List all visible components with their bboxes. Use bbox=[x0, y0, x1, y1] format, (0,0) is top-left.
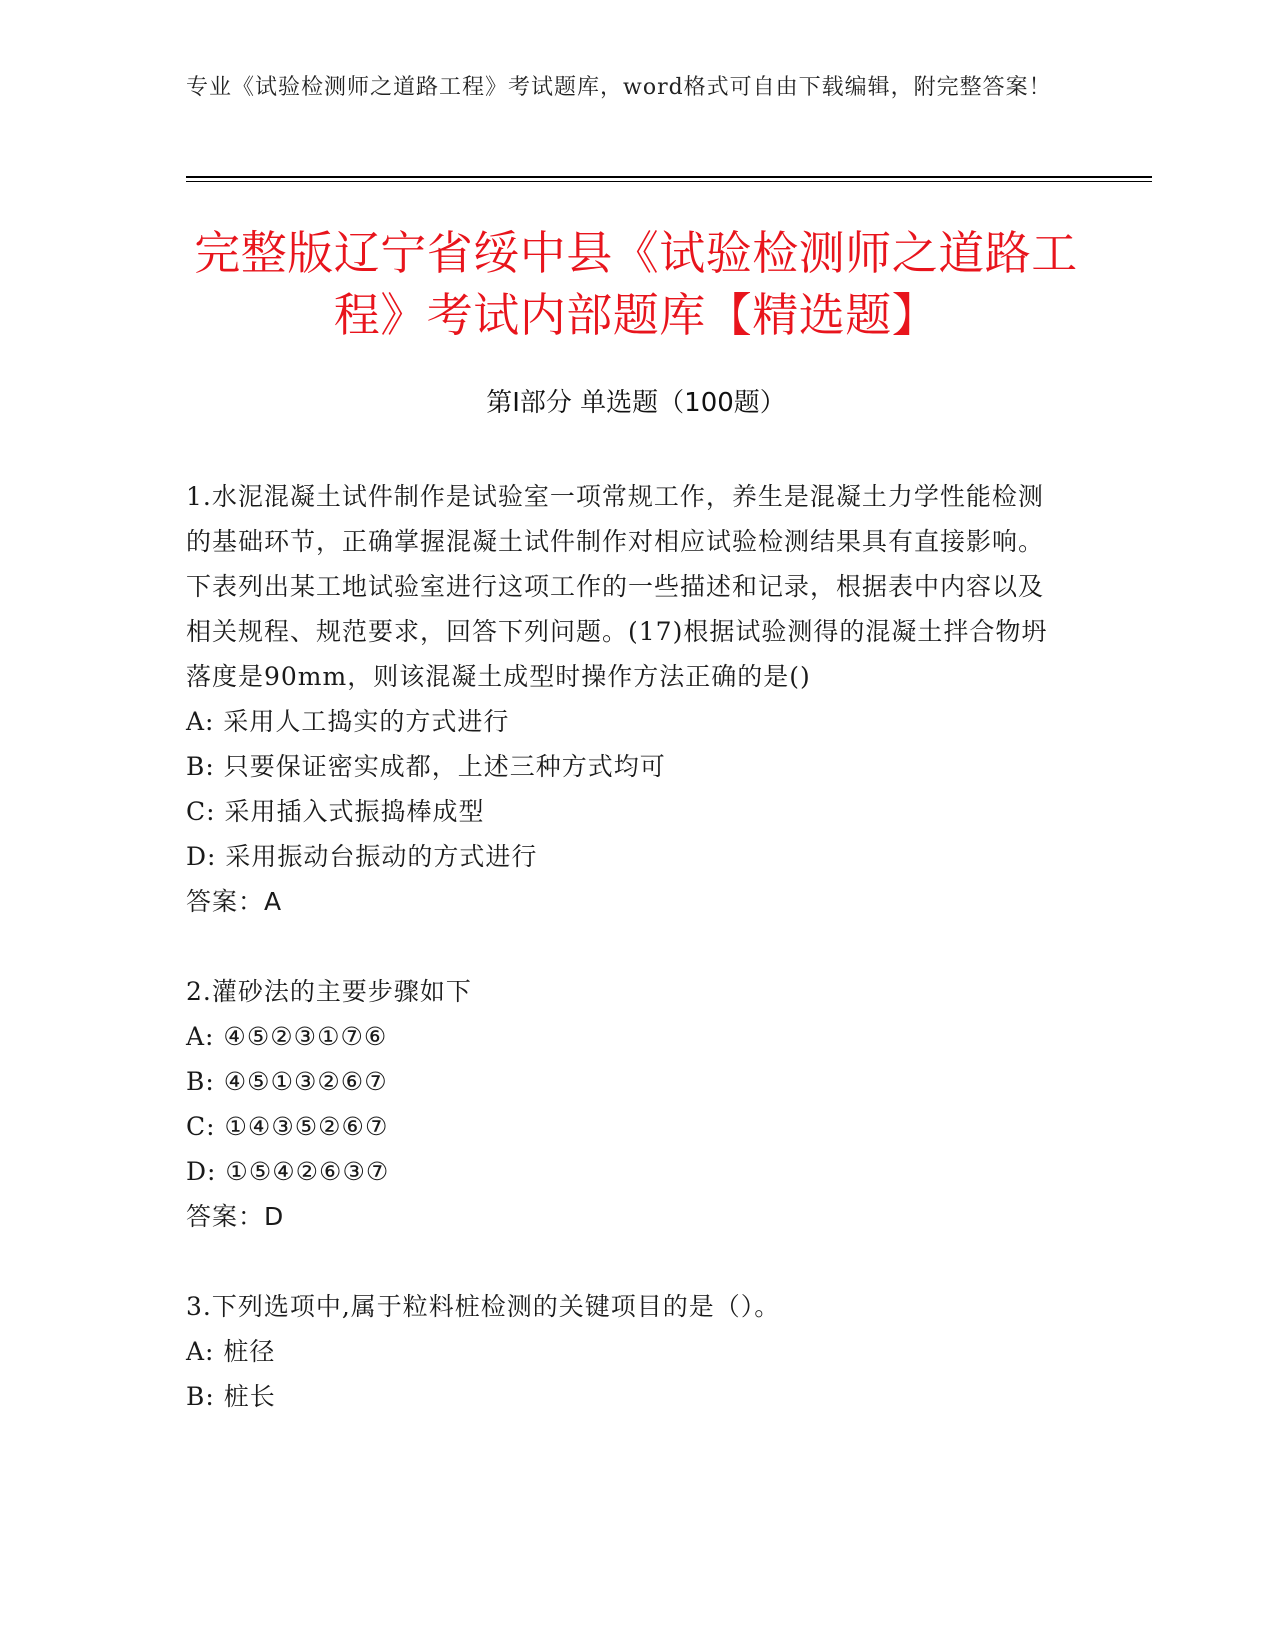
option-b: B: ④⑤①③②⑥⑦ bbox=[186, 1067, 388, 1096]
header-divider-thick bbox=[186, 176, 1152, 178]
option-b: B: 只要保证密实成都，上述三种方式均可 bbox=[186, 752, 666, 781]
answer-line: 答案：A bbox=[186, 887, 283, 916]
header-divider-thin bbox=[186, 181, 1152, 182]
header-note: 专业《试验检测师之道路工程》考试题库，word格式可自由下载编辑，附完整答案！ bbox=[186, 75, 1052, 100]
option-a: A: 采用人工捣实的方式进行 bbox=[186, 707, 510, 736]
question-text: 2.灌砂法的主要步骤如下 bbox=[186, 977, 472, 1006]
question-list bbox=[186, 474, 1056, 1464]
question-2 bbox=[186, 969, 1056, 1239]
document-title: 完整版辽宁省绥中县《试验检测师之道路工程》考试内部题库【精选题】 bbox=[194, 226, 1078, 342]
option-c: C: 采用插入式振捣棒成型 bbox=[186, 797, 485, 826]
question-text: 3.下列选项中,属于粒料桩检测的关键项目的是（）。 bbox=[186, 1292, 781, 1321]
option-c: C: ①④③⑤②⑥⑦ bbox=[186, 1112, 389, 1141]
option-a: A: 桩径 bbox=[186, 1337, 276, 1366]
option-d: D: ①⑤④②⑥③⑦ bbox=[186, 1157, 390, 1186]
question-text: 1.水泥混凝土试件制作是试验室一项常规工作，养生是混凝土力学性能检测的基础环节，正确掌握混凝土试件制作对相应试验检测结果具有直接影响。下表列出某工地试验室进行这项工作的一些描述和记录，根据表中内容以及相关规程、规范要求，回答下列问题。(17)根据试验测得的混凝土拌合物坍落度是90mm，则该混凝土成型时操作方法正确的是() bbox=[186, 482, 1048, 691]
question-1 bbox=[186, 474, 1056, 924]
option-a: A: ④⑤②③①⑦⑥ bbox=[186, 1022, 388, 1051]
answer-line: 答案：D bbox=[186, 1202, 285, 1231]
option-d: D: 采用振动台振动的方式进行 bbox=[186, 842, 538, 871]
question-3 bbox=[186, 1284, 1056, 1419]
option-b: B: 桩长 bbox=[186, 1382, 276, 1411]
section-heading: 第Ⅰ部分 单选题（100题） bbox=[486, 388, 786, 418]
